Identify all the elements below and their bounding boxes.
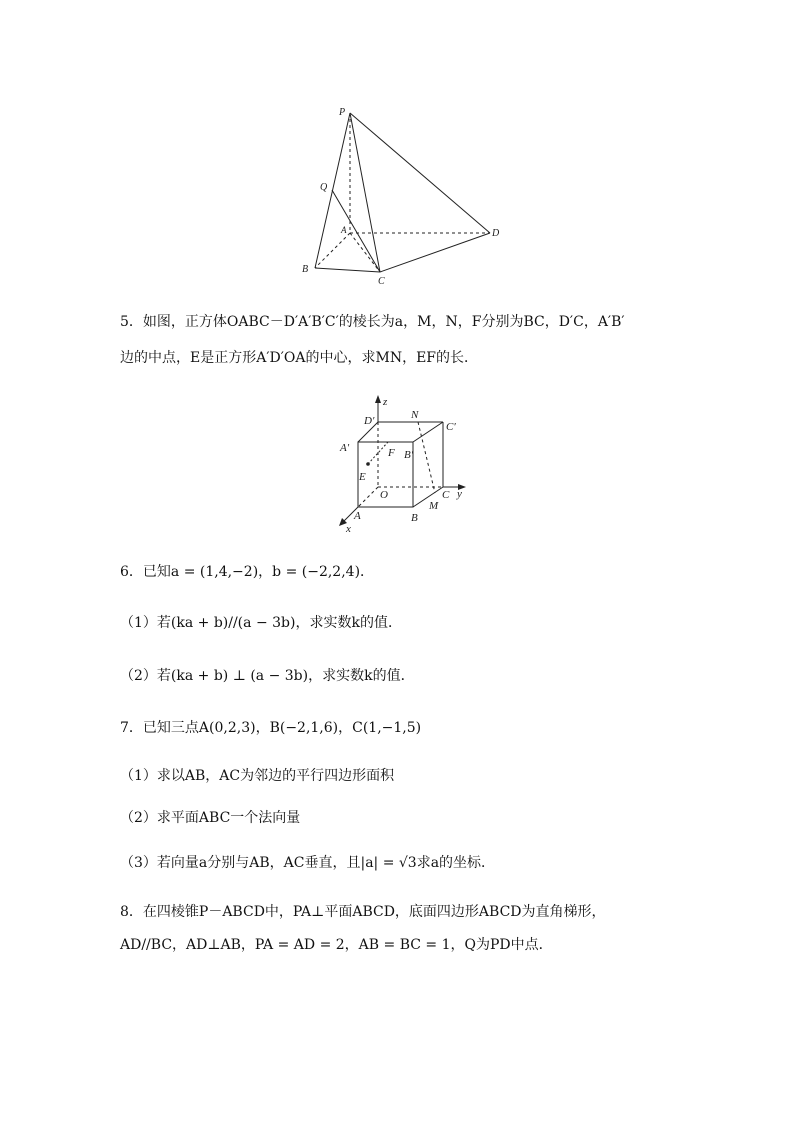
edge-AB-hidden xyxy=(315,233,350,268)
point-E xyxy=(366,462,370,466)
label-B: B xyxy=(411,512,418,524)
edge-PC xyxy=(350,113,380,272)
cube-figure xyxy=(318,392,478,537)
label-N: N xyxy=(411,409,419,421)
problem6-part2: （2）若(ka + b) ⊥ (a − 3b)，求实数k的值． xyxy=(120,668,415,684)
problem7-part2: （2）求平面ABC一个法向量 xyxy=(120,810,301,826)
problem7-stem: 7．已知三点A(0,2,3)，B(−2,1,6)，C(1,−1,5) xyxy=(120,720,422,736)
label-x: x xyxy=(346,523,351,535)
segment-QC xyxy=(332,190,380,272)
edge-BC xyxy=(315,268,380,272)
label-y: y xyxy=(457,488,462,500)
label-M: M xyxy=(429,500,439,512)
label-P: P xyxy=(339,107,346,118)
label-F: F xyxy=(388,447,395,459)
label-C-prime: C′ xyxy=(446,421,456,433)
problem6-part1: （1）若(ka + b)//(a − 3b)，求实数k的值． xyxy=(120,615,402,631)
problem8-line1: 8．在四棱锥P－ABCD中，PA⊥平面ABCD，底面四边形ABCD为直角梯形， xyxy=(120,904,606,920)
problem8-line2: AD//BC，AD⊥AB，PA = AD = 2，AB = BC = 1，Q为PD中点． xyxy=(120,937,553,953)
label-A: A xyxy=(341,225,347,235)
cube-bottom-right xyxy=(413,487,443,507)
label-z: z xyxy=(383,396,388,408)
label-Q: Q xyxy=(320,182,328,193)
problem7-part3: （3）若向量a分别与AB，AC垂直，且|a| = √3求a的坐标． xyxy=(120,855,496,871)
label-B-prime: B′ xyxy=(404,449,414,461)
cube-hidden-bottom-left xyxy=(358,487,378,507)
label-B: B xyxy=(302,264,309,275)
cube-top-right xyxy=(413,422,443,442)
label-A: A xyxy=(354,510,361,522)
label-D-prime: D′ xyxy=(364,415,375,427)
label-D: D xyxy=(492,228,500,239)
problem6-stem: 6．已知a = (1,4,−2)，b = (−2,2,4)． xyxy=(120,564,375,580)
problem5-line1: 5．如图，正方体OABC－D′A′B′C′的棱长为a，M，N，F分别为BC，D′C，A′B′ xyxy=(120,314,625,330)
label-E: E xyxy=(359,471,366,483)
problem7-part1: （1）求以AB，AC为邻边的平行四边形面积 xyxy=(120,768,395,784)
pyramid-figure xyxy=(290,100,510,285)
label-C: C xyxy=(378,276,385,285)
label-O: O xyxy=(380,489,388,501)
edge-CD xyxy=(380,233,490,272)
problem5-line2: 边的中点，E是正方形A′D′OA的中心，求MN，EF的长． xyxy=(120,350,479,366)
label-C: C xyxy=(442,489,450,501)
segment-AC-hidden xyxy=(350,233,380,272)
z-axis-arrow xyxy=(375,395,381,403)
label-A-prime: A′ xyxy=(340,442,350,454)
edge-PD xyxy=(350,113,490,233)
